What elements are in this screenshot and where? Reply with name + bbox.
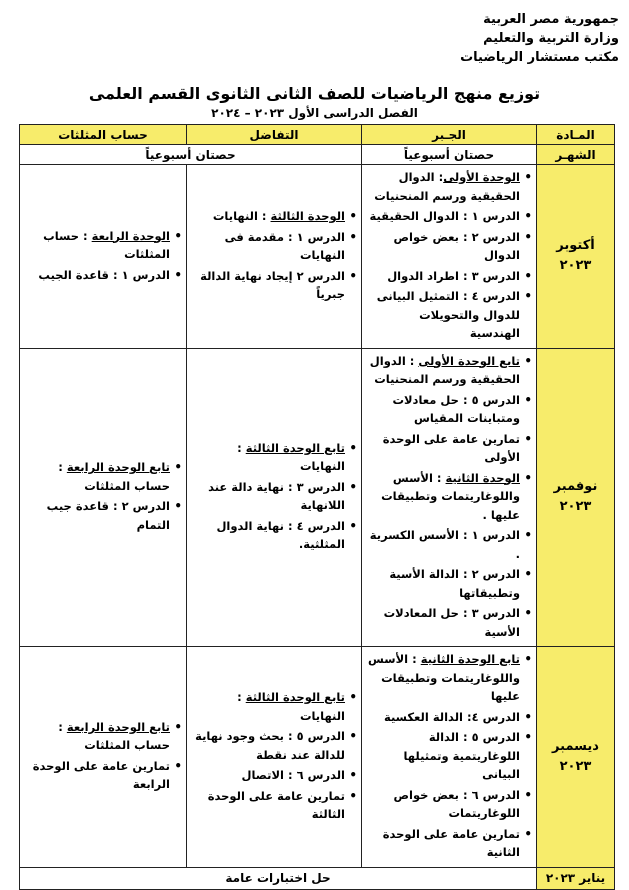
unit-heading: تابع الوحدة الثالثة	[245, 440, 345, 455]
algebra-header: الجـبر	[362, 125, 537, 145]
trig-cell	[20, 647, 187, 868]
month-cell	[537, 165, 615, 349]
topic-item	[366, 728, 532, 784]
month-row	[20, 165, 615, 349]
ministry-header	[460, 10, 619, 67]
unit-heading: تابع الوحدة الرابعة	[66, 719, 170, 734]
algebra-topic-list	[366, 352, 532, 642]
topic-text: تمارين عامة على الوحدة الثانية	[382, 826, 520, 859]
january-month: يناير ٢٠٢٣	[537, 867, 615, 889]
month-row	[20, 647, 615, 868]
topic-text: تمارين عامة على الوحدة الأولى	[382, 431, 520, 464]
topic-text: : الدوال الحقيقية ورسم المنحنيات	[369, 353, 520, 386]
topic-text: الدرس ٤: الدالة العكسية	[384, 709, 520, 724]
topic-item	[191, 439, 357, 476]
topic-text: الدرس ٢ إيجاد نهاية الدالة جبرياً	[200, 268, 345, 301]
topic-item	[24, 458, 182, 495]
topic-item	[366, 650, 532, 706]
calculus-topic-list	[191, 688, 357, 824]
topic-item	[366, 604, 532, 641]
month-name: أكتوبر	[556, 238, 595, 254]
topic-item	[24, 266, 182, 285]
topic-text: الدرس ٦ : بعض خواص اللوغاريتمات	[393, 787, 520, 820]
month-year: ٢٠٢٣	[559, 758, 592, 774]
topic-item	[366, 228, 532, 265]
month-name: نوفمبر	[553, 479, 598, 495]
unit-heading: تابع الوحدة الثانية	[420, 652, 520, 666]
topic-text: الدرس ٣ : اطراد الدوال	[387, 268, 520, 283]
topic-item	[366, 786, 532, 823]
topic-text: الدرس ٢ : قاعدة جيب التمام	[46, 499, 170, 532]
topic-text: الدرس ٣ : حل المعادلات الأسية	[383, 606, 520, 639]
calculus-header: التفاضل	[187, 125, 362, 145]
header-ministry: وزارة التربية والتعليم	[483, 31, 619, 46]
topic-text: الدرس ٤ : التمثيل البيانى للدوال والتحويلات الهندسية	[376, 289, 520, 340]
month-cell	[537, 647, 615, 868]
topic-text: : النهايات	[212, 209, 271, 223]
algebra-topic-list	[366, 650, 532, 862]
trig-topic-list	[24, 718, 182, 794]
trig-topic-list	[24, 458, 182, 534]
topic-text: تمارين عامة على الوحدة الثالثة	[207, 788, 345, 821]
topic-item	[366, 469, 532, 525]
topic-text: الدرس ٢ : بعض خواص الدوال	[393, 229, 520, 262]
topic-item	[24, 497, 182, 534]
subject-header-row	[20, 125, 615, 145]
topic-text: : الدوال الحقيقية ورسم المنحنيات	[374, 170, 520, 203]
document-title: توزيع منهج الرياضيات للصف الثانى الثانوى القسم العلمى	[88, 84, 541, 103]
topic-item	[24, 227, 182, 264]
topic-item	[366, 526, 532, 563]
topic-text: الدرس ١ : مقدمة فى النهايات	[224, 229, 345, 262]
unit-heading: الوحدة الرابعة	[91, 228, 170, 243]
topic-text: : حساب المثلثات	[58, 460, 170, 493]
algebra-topic-list	[366, 168, 532, 343]
month-name: ديسمبر	[552, 738, 599, 754]
topic-item	[366, 207, 532, 226]
topic-item	[366, 565, 532, 602]
topic-item	[191, 267, 357, 304]
topic-item	[191, 478, 357, 515]
topic-item	[366, 352, 532, 389]
algebra-cell	[362, 348, 537, 647]
topic-text: : النهايات	[237, 690, 345, 723]
january-activity: حل اختبارات عامة	[20, 867, 537, 889]
topic-text: الدرس ٢ : الدالة الأسية وتطبيقاتها	[389, 567, 520, 600]
topic-item	[191, 207, 357, 226]
topic-text: الدرس ٥ : حل معادلات ومتباينات المقياس	[392, 392, 520, 425]
topic-item	[366, 430, 532, 467]
calc-trig-periods: حصتان أسبوعياً	[20, 145, 362, 165]
topic-text: الدرس ٥ : بحث وجود نهاية للدالة عند نقطة	[195, 729, 345, 762]
topic-text: تمارين عامة على الوحدة الرابعة	[32, 758, 170, 792]
topic-item	[191, 517, 357, 554]
month-year: ٢٠٢٣	[559, 499, 592, 515]
algebra-cell	[362, 165, 537, 349]
topic-item	[366, 287, 532, 343]
algebra-periods: حصتان أسبوعياً	[362, 145, 537, 165]
month-label: الشهـر	[537, 145, 615, 165]
topic-text: : الأسس واللوغاريتمات وتطبيقات عليها .	[381, 470, 520, 522]
topic-item	[366, 267, 532, 286]
topic-item	[191, 688, 357, 725]
trig-header: حساب المثلثات	[20, 125, 187, 145]
topic-text: الدرس ٥ : الدالة اللوغاريتمية وتمثيلها البيانى	[403, 730, 520, 781]
periods-row	[20, 145, 615, 165]
topic-text: : حساب المثلثات	[58, 719, 170, 753]
topic-item	[191, 727, 357, 764]
topic-item	[366, 825, 532, 862]
subject-label: المـادة	[537, 125, 615, 145]
trig-cell	[20, 165, 187, 349]
calculus-cell	[187, 165, 362, 349]
unit-heading: الوحدة الثانية	[445, 470, 520, 485]
topic-item	[24, 718, 182, 755]
january-row	[20, 867, 615, 889]
month-cell	[537, 348, 615, 647]
topic-text: الدرس ٤ : نهاية الدوال المثلثية.	[216, 518, 345, 552]
unit-heading: الوحدة الأولى	[443, 170, 520, 184]
topic-item	[366, 391, 532, 428]
topic-text: : الأسس واللوغاريتمات وتطبيقات عليها	[368, 652, 520, 703]
header-country: جمهورية مصر العربية	[483, 12, 619, 27]
topic-item	[366, 168, 532, 205]
topic-text: : حساب المثلثات	[43, 228, 170, 261]
calculus-cell	[187, 348, 362, 647]
topic-text: : النهايات	[237, 440, 345, 474]
unit-heading: تابع الوحدة الأولى	[418, 353, 520, 368]
topic-item	[191, 766, 357, 785]
trig-cell	[20, 348, 187, 647]
header-office: مكتب مستشار الرياضيات	[460, 50, 619, 65]
topic-text: الدرس ٦ : الاتصال	[241, 768, 345, 782]
algebra-cell	[362, 647, 537, 868]
unit-heading: تابع الوحدة الرابعة	[66, 460, 170, 475]
month-year: ٢٠٢٣	[559, 258, 592, 274]
topic-text: الدرس ١ : الأسس الكسرية .	[369, 528, 520, 561]
unit-heading: الوحدة الثالثة	[270, 209, 345, 223]
unit-heading: تابع الوحدة الثالثة	[245, 690, 345, 704]
topic-text: الدرس ١ : الدوال الحقيقية	[369, 209, 520, 223]
trig-topic-list	[24, 227, 182, 285]
topic-text: الدرس ١ : قاعدة الجيب	[38, 267, 170, 282]
calculus-cell	[187, 647, 362, 868]
month-row	[20, 348, 615, 647]
calculus-topic-list	[191, 439, 357, 554]
topic-item	[24, 757, 182, 794]
document-subtitle: الفصل الدراسى الأول ٢٠٢٣ – ٢٠٢٤	[211, 106, 418, 120]
topic-item	[366, 708, 532, 727]
curriculum-table	[19, 124, 615, 890]
calculus-topic-list	[191, 207, 357, 304]
topic-item	[191, 787, 357, 824]
topic-item	[191, 228, 357, 265]
topic-text: الدرس ٣ : نهاية دالة عند اللانهاية	[208, 479, 345, 513]
